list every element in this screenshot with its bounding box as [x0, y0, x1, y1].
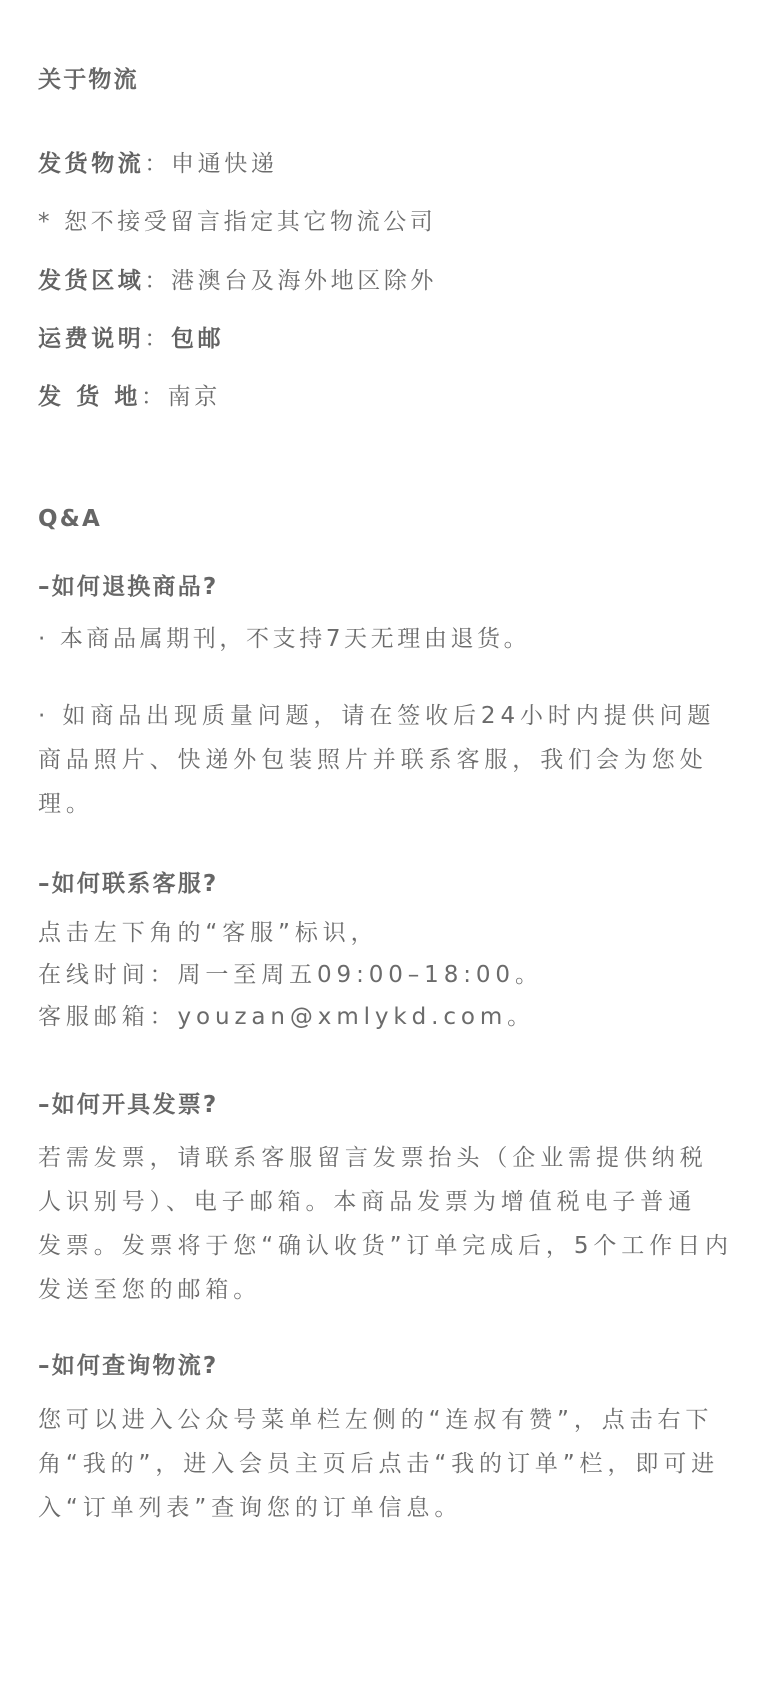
returns-answer-2-line: 理。: [38, 791, 94, 817]
region-row: [38, 267, 437, 295]
returns-answer-2: [38, 694, 750, 826]
logistics-title: 关于物流: [38, 67, 139, 93]
invoice-answer-line: 人识别号）、电子邮箱。本商品发票为增值税电子普通: [38, 1189, 697, 1215]
qa-title: Q&A: [38, 506, 103, 532]
origin-colon: ：: [141, 384, 168, 410]
returns-answer-2-line: · 如商品出现质量问题，请在签收后24小时内提供问题: [38, 703, 716, 729]
contact-answer: [38, 912, 750, 1038]
origin-value: 南京: [167, 384, 221, 410]
tracking-answer-line: 您可以进入公众号菜单栏左侧的“连叔有赞”，点击右下: [38, 1407, 714, 1433]
carrier-value: 申通快递: [171, 151, 278, 177]
returns-question: –如何退换商品?: [38, 574, 219, 600]
tracking-answer: [38, 1398, 750, 1530]
contact-answer-line: 在线时间：周一至周五09:00–18:00。: [38, 962, 543, 988]
shipping-fee-colon: ：: [144, 326, 172, 352]
invoice-answer: [38, 1136, 750, 1312]
tracking-answer-line: 角“我的”，进入会员主页后点击“我的订单”栏，即可进: [38, 1451, 720, 1477]
carrier-row: [38, 150, 277, 178]
shipping-fee-value: 包邮: [171, 326, 225, 352]
carrier-colon: ：: [144, 151, 172, 177]
invoice-question: –如何开具发票?: [38, 1092, 219, 1118]
region-label: 发货区域: [38, 268, 145, 294]
tracking-answer-line: 入“订单列表”查询您的订单信息。: [38, 1495, 463, 1521]
invoice-answer-line: 发票。发票将于您“确认收货”订单完成后，5个工作日内: [38, 1233, 733, 1259]
carrier-label: 发货物流: [38, 151, 145, 177]
returns-answer-1: · 本商品属期刊，不支持7天无理由退货。: [38, 626, 531, 652]
contact-answer-line: 客服邮箱：youzan@xmlykd.com。: [38, 1004, 536, 1030]
region-colon: ：: [144, 268, 172, 294]
tracking-question: –如何查询物流?: [38, 1353, 219, 1379]
invoice-answer-line: 发送至您的邮箱。: [38, 1277, 262, 1303]
carrier-note: * 恕不接受留言指定其它物流公司: [38, 209, 437, 235]
shipping-fee-row: [38, 325, 224, 353]
region-value: 港澳台及海外地区除外: [171, 268, 438, 294]
contact-question: –如何联系客服?: [38, 871, 219, 897]
origin-row: [38, 383, 221, 411]
origin-label: 发 货 地: [38, 384, 142, 410]
returns-answer-2-line: 商品照片、快递外包装照片并联系客服，我们会为您处: [38, 747, 708, 773]
contact-answer-line: 点击左下角的“客服”标识，: [38, 920, 379, 946]
shipping-fee-label: 运费说明: [38, 326, 145, 352]
invoice-answer-line: 若需发票，请联系客服留言发票抬头（企业需提供纳税: [38, 1145, 708, 1171]
